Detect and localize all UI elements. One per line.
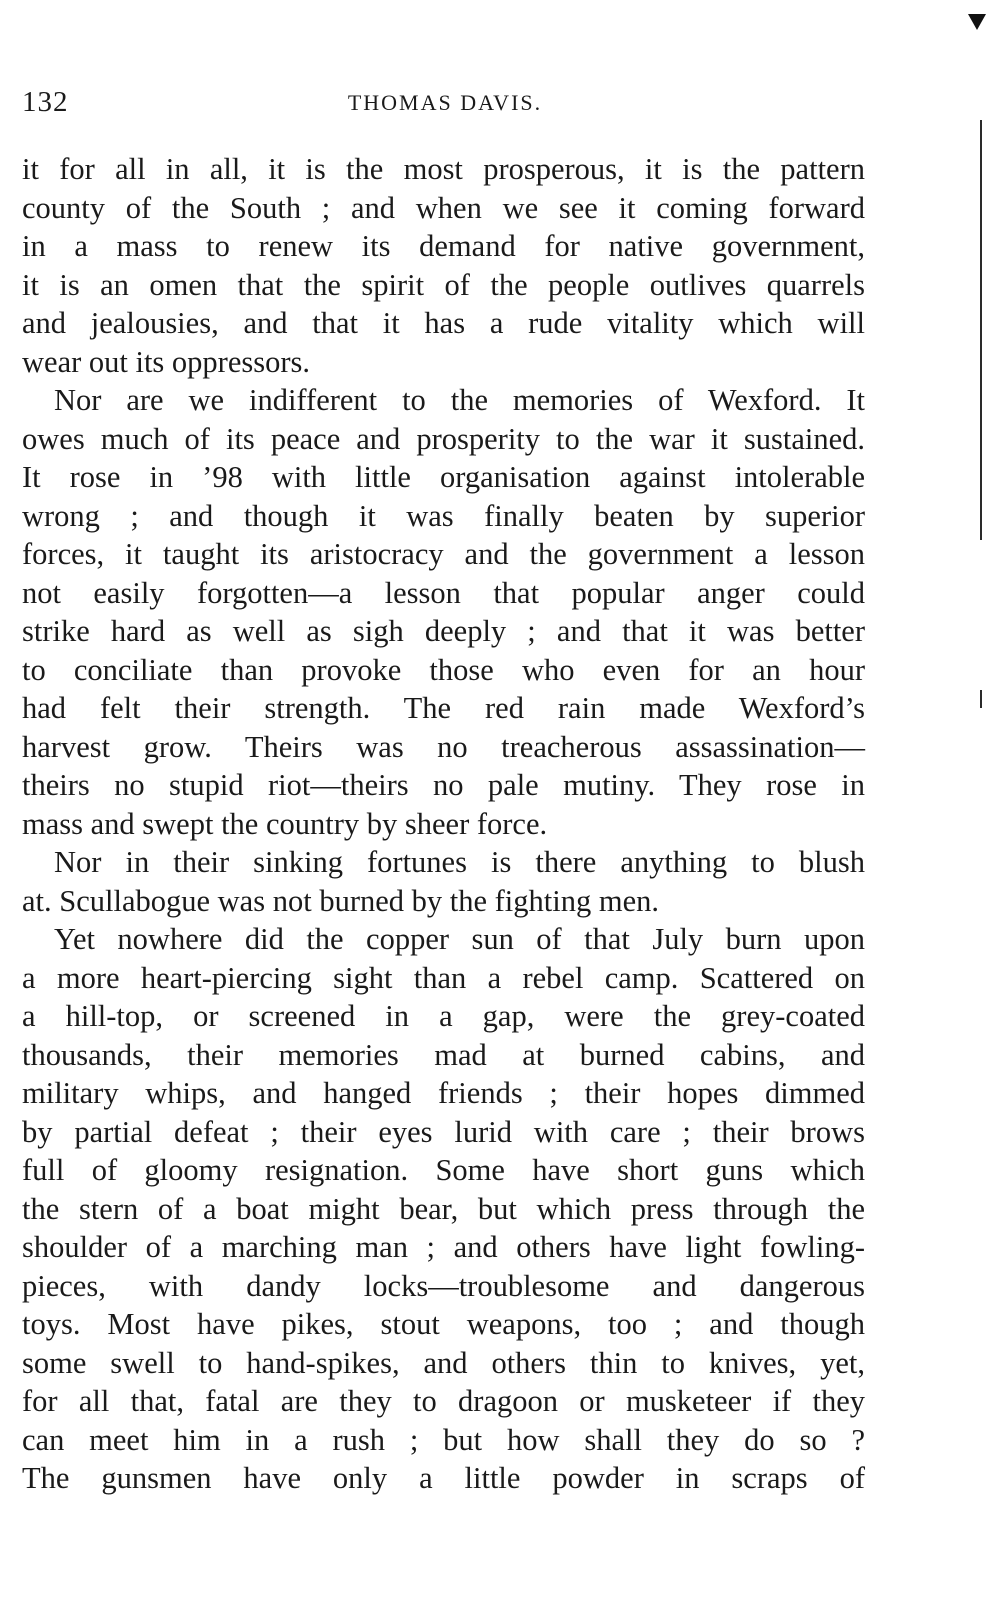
running-title: THOMAS DAVIS. xyxy=(347,90,543,115)
text-line: Yet nowhere did the copper sun of that July burn upon xyxy=(54,922,865,956)
text-line: in a mass to renew its demand for native government, xyxy=(22,229,865,263)
text-line: can meet him in a rush ; but how shall they do so ? xyxy=(22,1422,865,1457)
text-line: and jealousies, and that it has a rude vitality which will xyxy=(22,306,865,340)
text-line: to conciliate than provoke those who even for an hour xyxy=(22,652,865,687)
text-line: county of the South ; and when we see it coming forward xyxy=(22,190,865,225)
text-line: wrong ; and though it was finally beaten by superior xyxy=(22,498,865,533)
text-line: Nor in their sinking fortunes is there anything to blush xyxy=(54,845,865,879)
text-line: it is an omen that the spirit of the people outlives quarrels xyxy=(22,267,865,302)
text-line: had felt their strength. The red rain made Wexford’s xyxy=(22,691,865,725)
text-line: It rose in ’98 with little organisation against intolerable xyxy=(22,460,865,494)
text-line: thousands, their memories mad at burned cabins, and xyxy=(22,1037,865,1072)
text-line: Nor are we indifferent to the memories of Wexford. It xyxy=(54,383,865,417)
scan-edge-line xyxy=(980,120,982,540)
text-line: some swell to hand-spikes, and others thin to knives, yet, xyxy=(22,1345,865,1380)
text-line: forces, it taught its aristocracy and the government a lesson xyxy=(22,537,865,571)
text-line: military whips, and hanged friends ; their hopes dimmed xyxy=(22,1076,865,1110)
text-line: by partial defeat ; their eyes lurid with care ; their brows xyxy=(22,1114,865,1149)
text-line: wear out its oppressors. xyxy=(22,344,311,379)
text-line: the stern of a boat might bear, but which press through the xyxy=(22,1191,865,1226)
text-line: mass and swept the country by sheer force. xyxy=(22,806,548,841)
scan-edge-speck xyxy=(980,690,982,708)
text-line: toys. Most have pikes, stout weapons, too ; and though xyxy=(22,1307,865,1341)
text-line: at. Scullabogue was not burned by the fighting men. xyxy=(22,883,659,918)
text-line: for all that, fatal are they to dragoon or musketeer if they xyxy=(22,1384,865,1418)
text-line: owes much of its peace and prosperity to the war it sustained. xyxy=(22,421,865,456)
text-line: theirs no stupid riot—theirs no pale mutiny. They rose in xyxy=(22,768,865,802)
text-line: it for all in all, it is the most prosperous, it is the pattern xyxy=(22,152,865,186)
body-text xyxy=(22,150,865,1498)
page-corner-arrow-icon xyxy=(968,14,986,30)
page-number: 132 xyxy=(22,86,69,118)
text-line: not easily forgotten—a lesson that popular anger could xyxy=(22,575,865,610)
text-line: a more heart-piercing sight than a rebel camp. Scattered on xyxy=(22,960,865,995)
text-line: full of gloomy resignation. Some have short guns which xyxy=(22,1153,865,1187)
text-line: strike hard as well as sigh deeply ; and that it was better xyxy=(22,614,865,648)
text-line: shoulder of a marching man ; and others have light fowling- xyxy=(22,1230,865,1264)
text-line: The gunsmen have only a little powder in scraps of xyxy=(22,1461,865,1495)
text-line: a hill-top, or screened in a gap, were the grey-coated xyxy=(22,999,865,1033)
text-line: harvest grow. Theirs was no treacherous assassination— xyxy=(22,729,865,764)
text-line: pieces, with dandy locks—troublesome and dangerous xyxy=(22,1268,865,1303)
